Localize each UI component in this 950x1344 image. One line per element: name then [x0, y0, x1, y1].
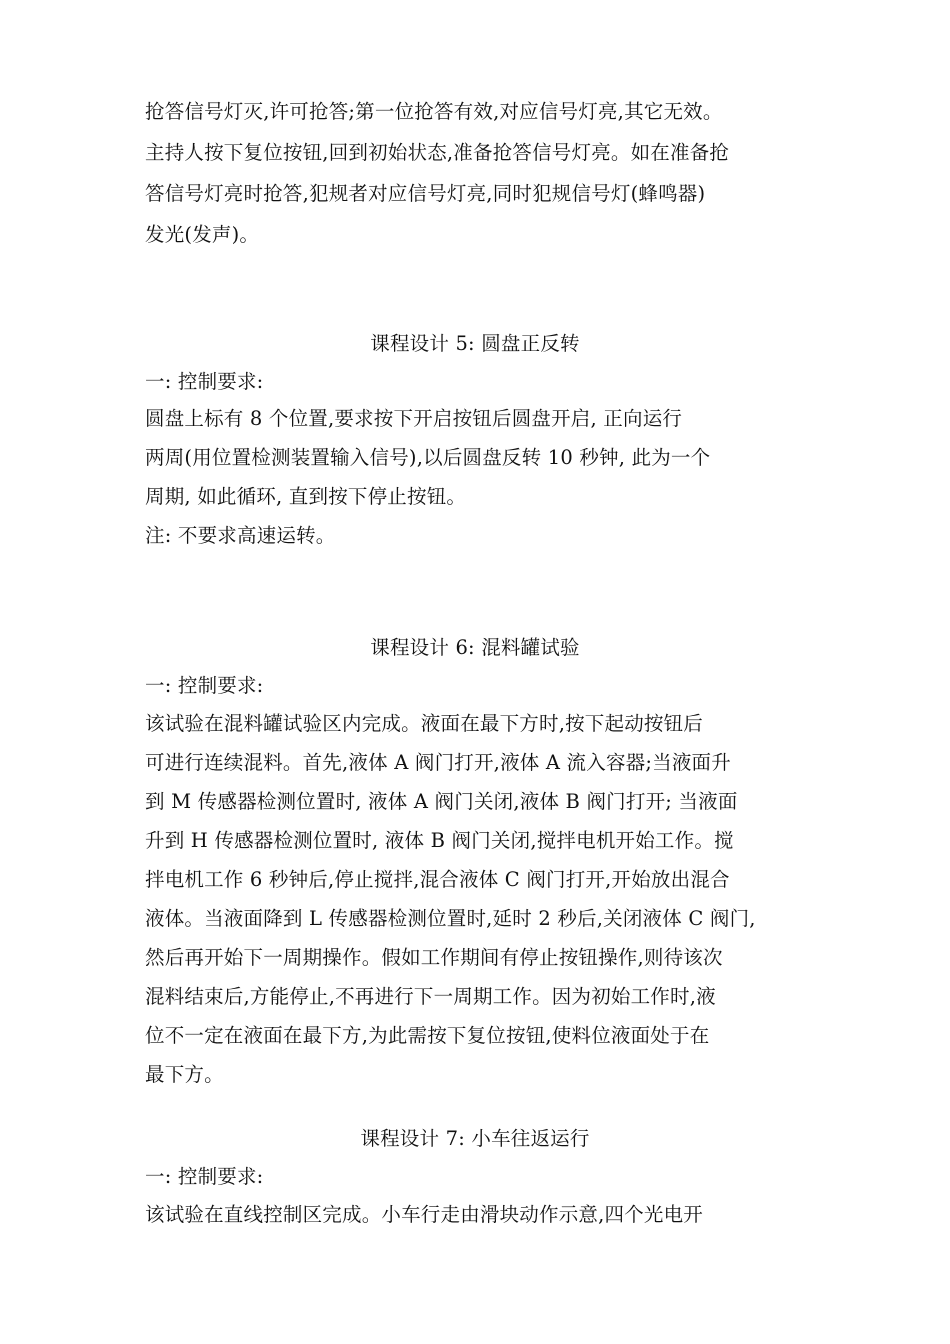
- text-line: 可进行连续混料。首先,液体 A 阀门打开,液体 A 流入容器;当液面升: [145, 751, 731, 774]
- text-line: 最下方。: [145, 1063, 224, 1086]
- text-line: 圆盘上标有 8 个位置,要求按下开启按钮后圆盘开启, 正向运行: [145, 407, 683, 430]
- text-line: 位不一定在液面在最下方,为此需按下复位按钮,使料位液面处于在: [145, 1024, 710, 1047]
- text-line: 周期, 如此循环, 直到按下停止按钮。: [145, 485, 467, 508]
- section-title: 课程设计 5: 圆盘正反转: [370, 332, 580, 355]
- text-line: 两周(用位置检测装置输入信号),以后圆盘反转 10 秒钟, 此为一个: [145, 446, 711, 469]
- text-line: 发光(发声)。: [145, 223, 260, 246]
- text-line: 答信号灯亮时抢答,犯规者对应信号灯亮,同时犯规信号灯(蜂鸣器): [145, 182, 706, 205]
- text-line: 到 M 传感器检测位置时, 液体 A 阀门关闭,液体 B 阀门打开; 当液面: [145, 790, 738, 813]
- text-line: 主持人按下复位按钮,回到初始状态,准备抢答信号灯亮。如在准备抢: [145, 141, 730, 164]
- text-line: 拌电机工作 6 秒钟后,停止搅拌,混合液体 C 阀门打开,开始放出混合: [145, 868, 730, 891]
- section-title: 课程设计 7: 小车往返运行: [360, 1127, 590, 1150]
- text-line: 该试验在混料罐试验区内完成。液面在最下方时,按下起动按钮后: [145, 712, 703, 735]
- section-title: 课程设计 6: 混料罐试验: [370, 636, 580, 659]
- text-line: 液体。当液面降到 L 传感器检测位置时,延时 2 秒后,关闭液体 C 阀门,: [145, 907, 756, 930]
- text-line: 然后再开始下一周期操作。假如工作期间有停止按钮操作,则待该次: [145, 946, 723, 969]
- text-line: 混料结束后,方能停止,不再进行下一周期工作。因为初始工作时,液: [145, 985, 716, 1008]
- text-line: 注: 不要求高速运转。: [145, 524, 336, 547]
- section-heading: 一: 控制要求:: [145, 1165, 264, 1188]
- text-line: 抢答信号灯灭,许可抢答;第一位抢答有效,对应信号灯亮,其它无效。: [145, 100, 723, 123]
- section-heading: 一: 控制要求:: [145, 674, 264, 697]
- text-line: 升到 H 传感器检测位置时, 液体 B 阀门关闭,搅拌电机开始工作。搅: [145, 829, 734, 852]
- section-heading: 一: 控制要求:: [145, 370, 264, 393]
- text-line: 该试验在直线控制区完成。小车行走由滑块动作示意,四个光电开: [145, 1203, 703, 1226]
